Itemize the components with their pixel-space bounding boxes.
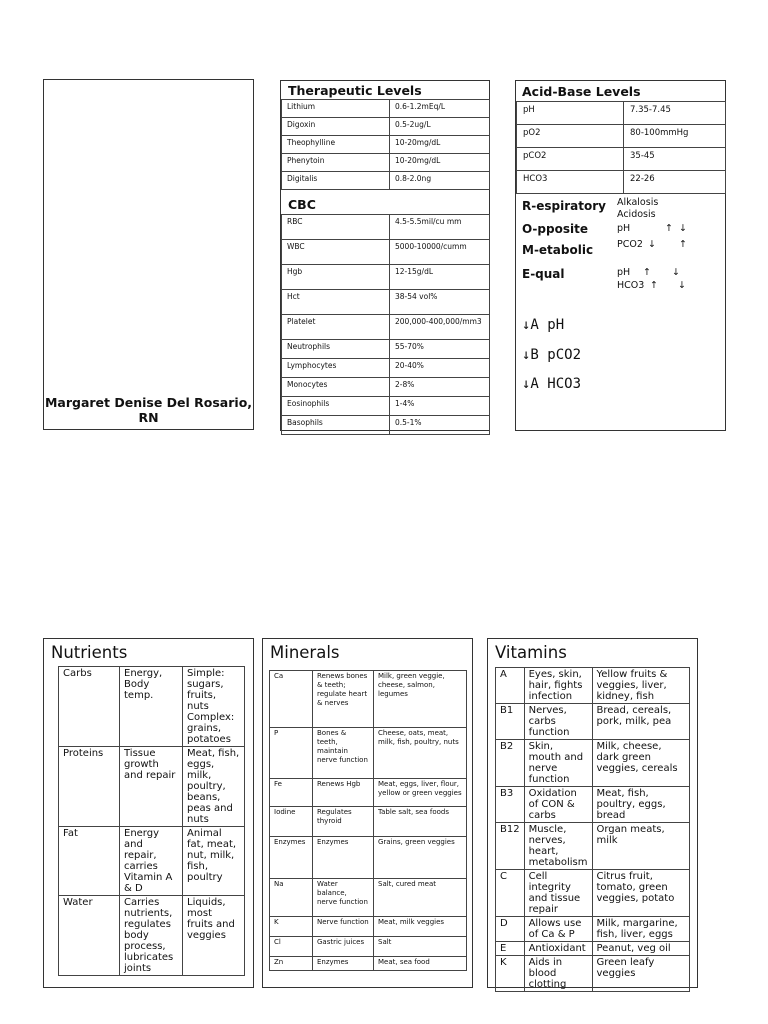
minerals-title: Minerals	[270, 643, 340, 662]
table-row	[282, 359, 490, 378]
table-row	[282, 378, 490, 397]
mineral-name: P	[270, 728, 313, 779]
cbc-range: 12-15g/dL	[390, 265, 490, 290]
drug-range: 0.8-2.0ng	[390, 172, 490, 190]
abg-step-hco3: ↓A HCO3	[522, 376, 582, 392]
cbc-test: Lymphocytes	[282, 359, 390, 378]
table-row	[270, 937, 467, 957]
up-arrow-icon: ↑	[679, 239, 687, 250]
cbc-range: 1-4%	[390, 397, 490, 416]
abg-range: 22-26	[624, 171, 726, 194]
acid-base-title: Acid-Base Levels	[522, 84, 641, 99]
mineral-function: Renews Hgb	[313, 779, 374, 807]
table-row	[496, 917, 690, 942]
vitamin-sources: Milk, margarine, fish, liver, eggs	[592, 917, 690, 942]
mineral-name: Cl	[270, 937, 313, 957]
cbc-test: Neutrophils	[282, 340, 390, 359]
mineral-name: Zn	[270, 957, 313, 971]
cbc-range: 200,000-400,000/mm3	[390, 315, 490, 340]
vitamin-name: D	[496, 917, 525, 942]
cbc-range: 20-40%	[390, 359, 490, 378]
acidosis-label: Acidosis	[617, 209, 656, 220]
cbc-test: Eosinophils	[282, 397, 390, 416]
nutrient-sources: Meat, fish, eggs, milk, poultry, beans, peas and nuts	[183, 747, 245, 827]
rome-opposite: O-pposite	[522, 222, 588, 236]
table-row	[282, 340, 490, 359]
drug-name: Lithium	[282, 100, 390, 118]
mineral-sources: Meat, eggs, liver, flour, yellow or green veggies	[374, 779, 467, 807]
abg-range: 35-45	[624, 148, 726, 171]
table-row	[270, 837, 467, 879]
table-row	[282, 136, 490, 154]
table-row	[282, 118, 490, 136]
table-row	[270, 807, 467, 837]
vitamin-name: B3	[496, 787, 525, 823]
up-arrow-icon: ↑	[665, 223, 673, 234]
nutrient-function: Carries nutrients, regulates body process, lubricates joints	[120, 896, 183, 976]
mineral-name: Na	[270, 879, 313, 917]
table-row	[517, 125, 726, 148]
table-row	[496, 823, 690, 870]
table-row	[282, 416, 490, 435]
table-row	[496, 668, 690, 704]
mineral-function: Renews bones & teeth; regulate heart & nerves	[313, 671, 374, 728]
alkalosis-label: Alkalosis	[617, 197, 659, 208]
drug-range: 10-20mg/dL	[390, 136, 490, 154]
vitamin-name: K	[496, 956, 525, 992]
abg-param: pH	[517, 102, 624, 125]
cbc-range: 38-54 vol%	[390, 290, 490, 315]
table-row	[270, 728, 467, 779]
table-row	[282, 290, 490, 315]
abg-param: pCO2	[517, 148, 624, 171]
cbc-test: WBC	[282, 240, 390, 265]
cbc-test: Basophils	[282, 416, 390, 435]
drug-range: 0.5-2ug/L	[390, 118, 490, 136]
mineral-name: K	[270, 917, 313, 937]
abg-param: pO2	[517, 125, 624, 148]
mineral-function: Gastric juices	[313, 937, 374, 957]
mineral-sources: Meat, milk veggies	[374, 917, 467, 937]
mineral-function: Nerve function	[313, 917, 374, 937]
down-arrow-icon: ↓	[679, 223, 687, 234]
nutrients-card	[43, 638, 254, 988]
up-arrow-icon: ↑	[650, 280, 658, 291]
vitamin-name: B1	[496, 704, 525, 740]
nutrient-name: Proteins	[59, 747, 120, 827]
table-row	[59, 747, 245, 827]
vitamin-function: Nerves, carbs function	[524, 704, 592, 740]
abg-step-ph: ↓A pH	[522, 317, 565, 333]
drug-name: Phenytoin	[282, 154, 390, 172]
cbc-range: 5000-10000/cumm	[390, 240, 490, 265]
cbc-test: Monocytes	[282, 378, 390, 397]
mineral-sources: Grains, green veggies	[374, 837, 467, 879]
table-row	[59, 896, 245, 976]
table-row	[59, 667, 245, 747]
nutrient-sources: Liquids, most fruits and veggies	[183, 896, 245, 976]
drug-range: 0.6-1.2mEq/L	[390, 100, 490, 118]
table-row	[496, 956, 690, 992]
vitamin-name: E	[496, 942, 525, 956]
table-row	[270, 917, 467, 937]
mineral-function: Enzymes	[313, 837, 374, 879]
vitamin-name: C	[496, 870, 525, 917]
mineral-name: Iodine	[270, 807, 313, 837]
nutrient-sources: Animal fat, meat, nut, milk, fish, poultry	[183, 827, 245, 896]
table-row	[496, 942, 690, 956]
vitamin-sources: Organ meats, milk	[592, 823, 690, 870]
nutrient-name: Carbs	[59, 667, 120, 747]
nutrients-table	[58, 666, 245, 976]
vitamin-function: Antioxidant	[524, 942, 592, 956]
mineral-sources: Meat, sea food	[374, 957, 467, 971]
table-row	[282, 172, 490, 190]
opposite-ph-label: pH	[617, 223, 631, 234]
vitamins-title: Vitamins	[495, 643, 567, 662]
table-row	[282, 215, 490, 240]
cbc-table	[281, 214, 490, 435]
vitamin-function: Cell integrity and tissue repair	[524, 870, 592, 917]
table-row	[496, 870, 690, 917]
down-arrow-icon: ↓	[648, 239, 656, 250]
drug-name: Digoxin	[282, 118, 390, 136]
down-arrow-icon: ↓	[672, 267, 680, 278]
table-row	[517, 171, 726, 194]
mineral-name: Enzymes	[270, 837, 313, 879]
table-row	[282, 265, 490, 290]
mineral-function: Bones & teeth, maintain nerve function	[313, 728, 374, 779]
table-row	[59, 827, 245, 896]
table-row	[282, 154, 490, 172]
cbc-range: 0.5-1%	[390, 416, 490, 435]
nutrient-sources: Simple: sugars, fruits, nuts Complex: grains, potatoes	[183, 667, 245, 747]
table-row	[517, 102, 726, 125]
table-row	[496, 740, 690, 787]
rome-equal: E-qual	[522, 267, 565, 281]
cbc-test: Platelet	[282, 315, 390, 340]
vitamin-function: Allows use of Ca & P	[524, 917, 592, 942]
vitamin-sources: Meat, fish, poultry, eggs, bread	[592, 787, 690, 823]
nutrient-name: Water	[59, 896, 120, 976]
cbc-test: Hgb	[282, 265, 390, 290]
owner-name: Margaret Denise Del Rosario, RN	[44, 395, 253, 425]
vitamin-name: A	[496, 668, 525, 704]
equal-hco3-label: HCO3	[617, 280, 645, 291]
vitamin-sources: Citrus fruit, tomato, green veggies, potato	[592, 870, 690, 917]
nutrients-title: Nutrients	[51, 643, 128, 662]
mineral-sources: Table salt, sea foods	[374, 807, 467, 837]
cbc-test: RBC	[282, 215, 390, 240]
therapeutic-levels-table	[281, 99, 490, 190]
table-row	[282, 100, 490, 118]
vitamin-sources: Peanut, veg oil	[592, 942, 690, 956]
drug-range: 10-20mg/dL	[390, 154, 490, 172]
table-row	[496, 787, 690, 823]
mineral-name: Ca	[270, 671, 313, 728]
opposite-pco2-label: PCO2	[617, 239, 643, 250]
table-row	[282, 315, 490, 340]
vitamin-name: B2	[496, 740, 525, 787]
acid-base-card	[515, 80, 726, 431]
mineral-function: Water balance, nerve function	[313, 879, 374, 917]
mineral-function: Enzymes	[313, 957, 374, 971]
cbc-range: 55-70%	[390, 340, 490, 359]
nutrient-function: Energy and repair, carries Vitamin A & D	[120, 827, 183, 896]
mineral-function: Regulates thyroid	[313, 807, 374, 837]
nutrient-function: Energy, Body temp.	[120, 667, 183, 747]
table-row	[496, 704, 690, 740]
mineral-sources: Cheese, oats, meat, milk, fish, poultry, nuts	[374, 728, 467, 779]
vitamin-sources: Green leafy veggies	[592, 956, 690, 992]
table-row	[517, 148, 726, 171]
abg-param: HCO3	[517, 171, 624, 194]
lab-values-card	[280, 80, 490, 431]
nutrient-name: Fat	[59, 827, 120, 896]
vitamin-function: Skin, mouth and nerve function	[524, 740, 592, 787]
equal-ph-label: pH	[617, 267, 631, 278]
abg-range: 80-100mmHg	[624, 125, 726, 148]
up-arrow-icon: ↑	[643, 267, 651, 278]
vitamin-function: Aids in blood clotting	[524, 956, 592, 992]
rome-metabolic: M-etabolic	[522, 243, 594, 257]
cbc-test: Hct	[282, 290, 390, 315]
vitamin-sources: Bread, cereals, pork, milk, pea	[592, 704, 690, 740]
vitamin-sources: Yellow fruits & veggies, liver, kidney, fish	[592, 668, 690, 704]
drug-name: Theophylline	[282, 136, 390, 154]
table-row	[282, 240, 490, 265]
table-row	[270, 779, 467, 807]
vitamin-function: Eyes, skin, hair, fights infection	[524, 668, 592, 704]
table-row	[270, 957, 467, 971]
minerals-card	[262, 638, 473, 988]
nutrient-function: Tissue growth and repair	[120, 747, 183, 827]
minerals-table	[269, 670, 467, 971]
table-row	[270, 671, 467, 728]
vitamin-function: Muscle, nerves, heart, metabolism	[524, 823, 592, 870]
rome-respiratory: R-espiratory	[522, 199, 606, 213]
vitamins-table	[495, 667, 690, 992]
therapeutic-levels-title: Therapeutic Levels	[288, 83, 422, 98]
table-row	[282, 397, 490, 416]
vitamins-card	[487, 638, 698, 988]
vitamin-function: Oxidation of CON & carbs	[524, 787, 592, 823]
down-arrow-icon: ↓	[678, 280, 686, 291]
abg-step-pco2: ↓B pCO2	[522, 347, 582, 363]
acid-base-table	[516, 101, 726, 194]
mineral-sources: Milk, green veggie, cheese, salmon, legumes	[374, 671, 467, 728]
drug-name: Digitalis	[282, 172, 390, 190]
vitamin-sources: Milk, cheese, dark green veggies, cereals	[592, 740, 690, 787]
mineral-name: Fe	[270, 779, 313, 807]
abg-range: 7.35-7.45	[624, 102, 726, 125]
cbc-range: 4.5-5.5mil/cu mm	[390, 215, 490, 240]
cbc-title: CBC	[288, 197, 316, 212]
mineral-sources: Salt	[374, 937, 467, 957]
name-card	[43, 79, 254, 430]
table-row	[270, 879, 467, 917]
vitamin-name: B12	[496, 823, 525, 870]
mineral-sources: Salt, cured meat	[374, 879, 467, 917]
cbc-range: 2-8%	[390, 378, 490, 397]
